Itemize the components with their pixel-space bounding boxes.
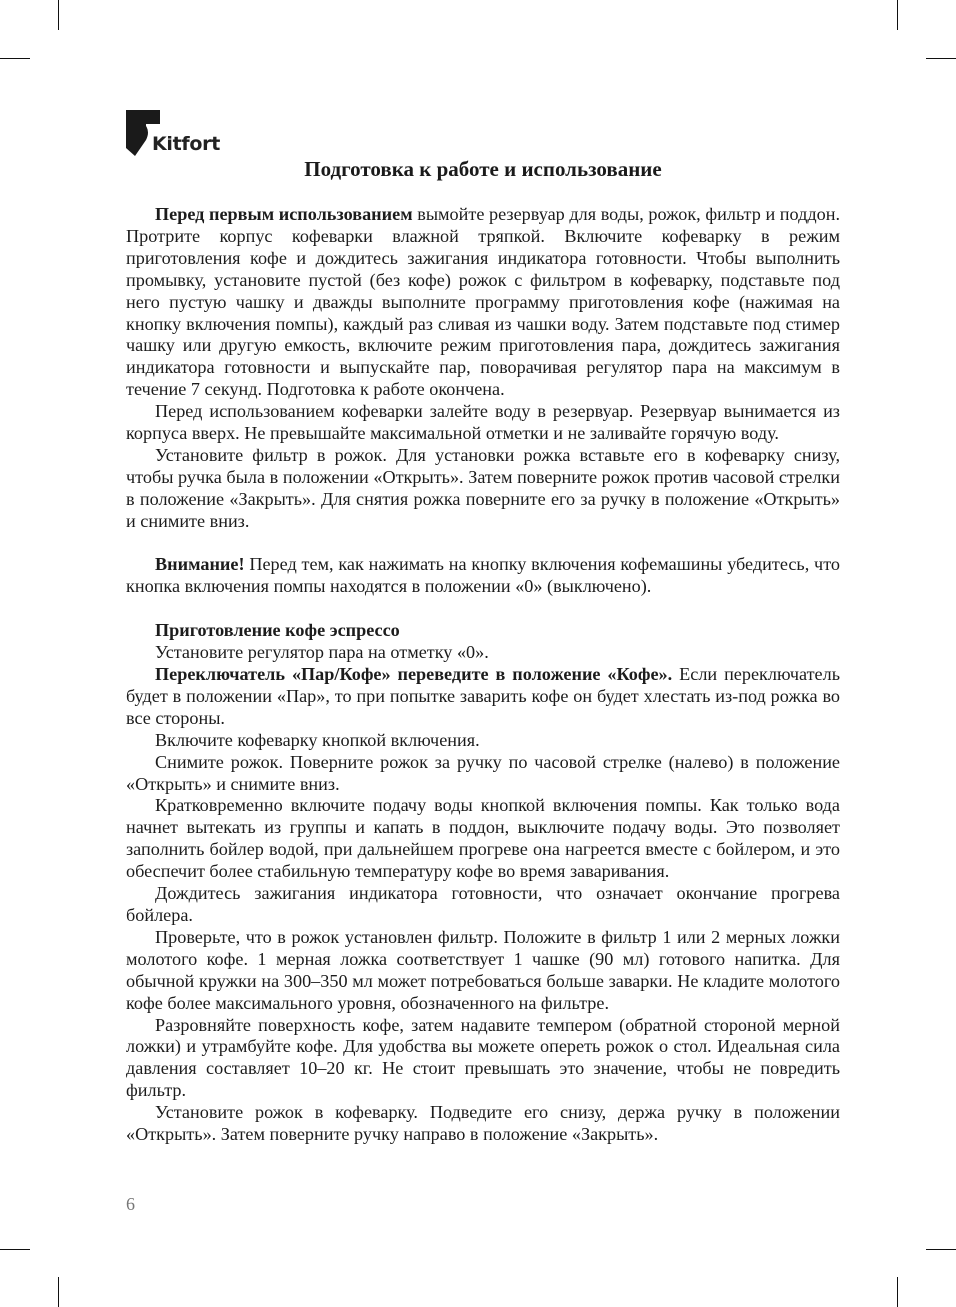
paragraph-filter: Установите фильтр в рожок. Для установки рожка вставьте его в кофеварку снизу, чтобы ручка была в положении «Открыть». Затем поверните рожок против часовой стрелки в положение «Закрыть». Для снятия рожка поверните его за ручку в положение «Открыть» и снимите вниз. [126,444,840,531]
section-title: Подготовка к работе и использование [304,157,662,181]
espresso-heading: Приготовление кофе эспрессо [155,620,400,641]
paragraph-water: Перед использованием кофеварки залейте воду в резервуар. Резервуар вынимается из корпуса вверх. Не превышайте максимальной отметки и не заливайте горячую воду. [126,401,840,444]
paragraph-step: Кратковременно включите подачу воды кнопкой включения помпы. Как только вода начнет вытекать из группы и капать в поддон, выключите подачу воды. Это позволяет заполнить бойлер водой, при дальнейшем прогреве она нагреется вместе с бойлером, и это обеспечит более стабильную температуру кофе во время заваривания. [126,795,840,882]
crop-mark [926,58,956,59]
crop-mark [0,1249,30,1250]
crop-mark [58,1277,59,1307]
crop-mark [897,0,898,30]
paragraph-step: Включите кофеварку кнопкой включения. [155,729,480,750]
paragraph-step: Установите регулятор пара на отметку «0». [155,642,489,663]
warning-paragraph: Внимание! Перед тем, как нажимать на кнопку включения кофемашины убедитесь, что кнопка включения помпы находятся в положении «0» (выключено). [126,554,840,597]
crop-mark [58,0,59,30]
paragraph-step: Переключатель «Пар/Кофе» переведите в положение «Кофе». Если переключатель будет в положении «Пар», то при попытке заварить кофе он будет хлестать из-под рожка во все стороны. [126,664,840,728]
brand-name: Kitfort [152,133,220,155]
paragraph-step: Дождитесь зажигания индикатора готовности, что означает окончание прогрева бойлера. [126,883,840,925]
paragraph-first-use: Перед первым использованием вымойте резервуар для воды, рожок, фильтр и поддон. Протрите корпус кофеварки влажной тряпкой. Включите кофеварку в режим приготовления кофе и дождитесь зажигания индикатора готовности. Чтобы выполнить промывку, установите пустой (без кофе) рожок с фильтром в кофеварку, подставьте под него пустую чашку и дважды выполните программу приготовления кофе (нажимая на кнопку включения помпы), каждый раз сливая из чашки воду. Затем подставьте под стимер чашку или другую емкость, включите режим приготовления пара, дождитесь зажигания индикатора готовности и выпускайте пар, поворачивая регулятор пара на максимум в течение 7 секунд. Подготовка к работе окончена. [126,204,840,400]
paragraph-step: Установите рожок в кофеварку. Подведите его снизу, держа ручку в положении «Открыть». Затем поверните ручку направо в положение «Закрыть». [126,1102,840,1145]
crop-mark [926,1249,956,1250]
paragraph-step: Снимите рожок. Поверните рожок за ручку по часовой стрелке (налево) в положение «Открыть» и снимите вниз. [126,751,840,794]
document-body [126,204,840,1146]
paragraph-step: Проверьте, что в рожок установлен фильтр. Положите в фильтр 1 или 2 мерных ложки молотого кофе. 1 мерная ложка соответствует 1 чашке (90 мл) готового напитка. Для обычной кружки на 300–350 мл может потребоваться больше заварки. Не кладите молотого кофе более максимального уровня, обозначенного на фильтре. [126,926,840,1013]
crop-mark [897,1277,898,1307]
page-number: 6 [126,1194,135,1214]
paragraph-step: Разровняйте поверхность кофе, затем надавите темпером (обратной стороной мерной ложки) и утрамбуйте кофе. Для удобства вы можете опереть рожок о стол. Идеальная сила давления составляет 10–20 кг. Не стоит превышать это значение, чтобы не повредить фильтр. [126,1014,840,1101]
crop-mark [0,58,30,59]
